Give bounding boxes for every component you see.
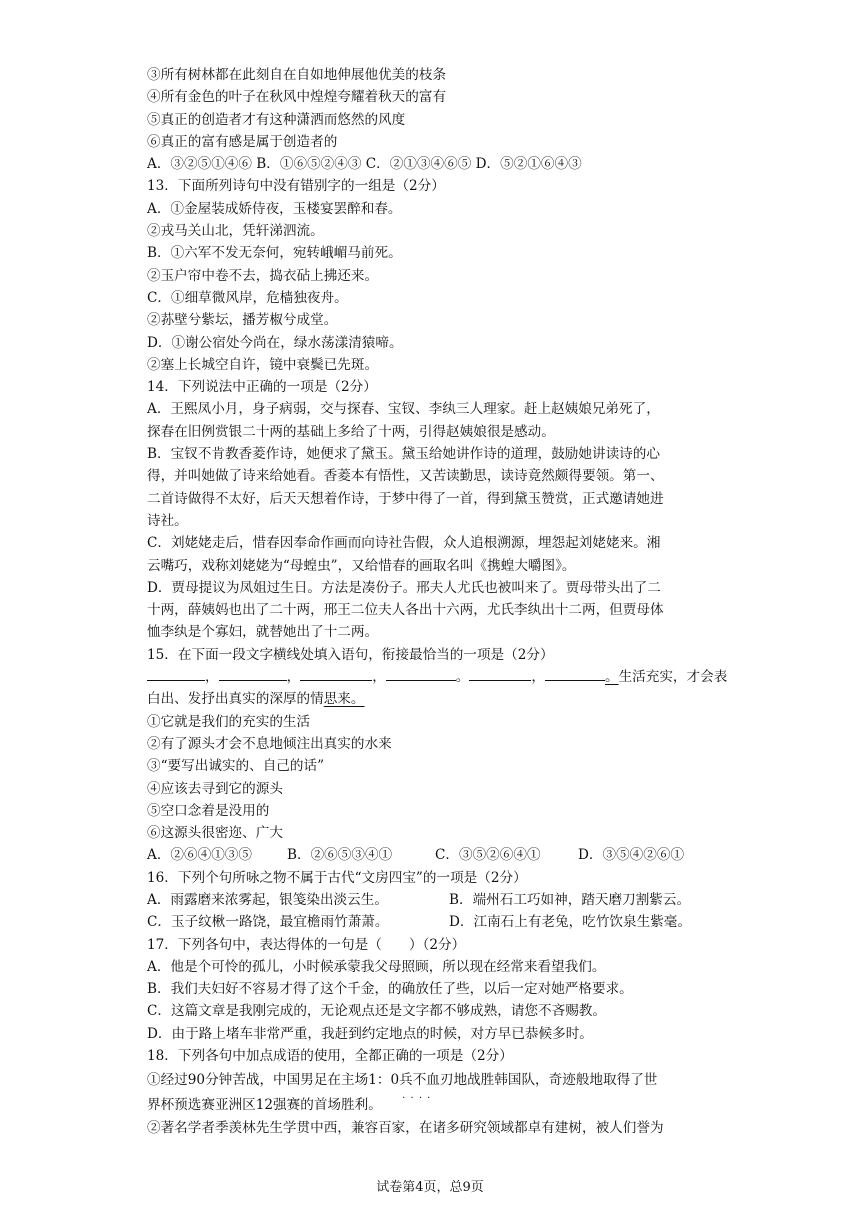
- q16-option-a: A．雨露磨来浓雾起，银笺染出淡云生。: [147, 891, 388, 908]
- text-line: 得，并叫她做了诗来给她看。香菱本有悟性，又苦读勤思，读诗竟然颇得要领。第一、: [147, 468, 664, 485]
- q15-fill-line: [147, 666, 727, 688]
- text-line: 15．在下面一段文字横线处填入语句，衔接最恰当的一项是（2分）: [147, 646, 554, 663]
- text-line: A．王熙凤小月，身子病弱，交与探春、宝钗、李纨三人理家。赶上赵姨娘兄弟死了，: [147, 401, 660, 418]
- text-line: 二首诗做得不太好，后天天想着作诗，于梦中得了一首，得到黛玉赞赏，正式邀请她进: [147, 490, 664, 507]
- blank-4: [386, 666, 456, 681]
- text-line: ②玉户帘中卷不去，捣衣砧上拂还来。: [147, 267, 379, 284]
- q15-line-2-text: 白出、发抒出真实的深厚的情: [147, 691, 324, 708]
- q15-option-a: A．②⑥④①③⑤: [147, 847, 252, 864]
- text-block-4: [147, 1094, 727, 1139]
- text-line: 恤李纨是个寡妇，就替她出了十二两。: [147, 624, 379, 641]
- text-line: ②戎马关山北，凭轩涕泗流。: [147, 223, 324, 240]
- exam-page-content: [147, 64, 727, 1139]
- text-line: 17．下列各句中，表达得体的一句是（ ）（2分）: [147, 936, 466, 953]
- dotted-idiom: 兵不血刃 · · · ·: [399, 1072, 453, 1088]
- text-line: D．由于路上堵车非常严重，我赶到约定地点的时候，对方早已恭候多时。: [147, 1025, 593, 1042]
- text-line: C．①细草微风岸，危樯独夜舟。: [147, 289, 348, 306]
- q15-tail-text: 生活充实，才会表: [618, 669, 728, 686]
- q15-statement-line: ⑥这源头很密迩、广大: [147, 825, 283, 842]
- page-footer: 试卷第4页，总9页: [376, 1180, 484, 1195]
- text-line: B．①六军不发无奈何，宛转峨嵋马前死。: [147, 245, 402, 262]
- blank-3: [300, 666, 372, 681]
- text-line: 13．下面所列诗句中没有错别字的一组是（2分）: [147, 178, 445, 195]
- q15-option-c: C．③⑤②⑥④①: [435, 847, 541, 864]
- q16-option-d: D．江南石上有老兔，吃竹饮泉生紫毫。: [449, 914, 691, 931]
- q18-item-1-post: 地战胜韩国队，奇迹般地取得了世: [453, 1072, 658, 1089]
- q15-sep-3: ，: [372, 669, 386, 686]
- q15-statement-line: ④应该去寻到它的源头: [147, 780, 283, 797]
- q15-sep-5: ，: [531, 669, 545, 686]
- q15-sep-6: 。: [604, 669, 619, 686]
- text-line: B．宝钗不肯教香菱作诗，她便求了黛玉。黛玉给她讲作诗的道理，鼓励她讲读诗的心: [147, 446, 660, 463]
- text-block-2: [147, 711, 727, 845]
- q15-statement-line: ②有了源头才会不息地倾注出真实的水来: [147, 735, 392, 752]
- q15-option-d: D．③⑤④②⑥①: [578, 847, 685, 864]
- q15-statement-line: ③“要写出诚实的、自己的话”: [147, 758, 325, 775]
- q15-sep-4: 。: [455, 669, 470, 686]
- q16-options-row-2: [147, 911, 727, 933]
- text-line: 探春在旧例赏银二十两的基础上多给了十两，引得赵姨娘很是感动。: [147, 423, 555, 440]
- text-block-3: [147, 934, 727, 1068]
- q15-line-2-underlined: 思来。: [323, 691, 365, 708]
- text-line: A．①金屋装成娇侍夜，玉楼宴罢醉和春。: [147, 200, 402, 217]
- q16-options-row-1: [147, 889, 727, 911]
- text-line: 14．下列说法中正确的一项是（2分）: [147, 379, 377, 396]
- blank-1: [147, 666, 205, 681]
- text-line: ②荪壁兮紫坛，播芳椒兮成堂。: [147, 312, 338, 329]
- blank-5: [469, 666, 531, 681]
- q16-option-c: C．玉子纹楸一路饶，最宜檐雨竹萧萧。: [147, 914, 389, 931]
- text-line: 界杯预选赛亚洲区12强赛的首场胜利。: [147, 1097, 382, 1114]
- text-line: ②塞上长城空自许，镜中衰鬓已先斑。: [147, 356, 379, 373]
- q18-item-1-pre: ①经过90分钟苦战，中国男足在主场1：0: [147, 1072, 400, 1089]
- q15-sep-1: ，: [205, 669, 219, 686]
- q15-options: [147, 844, 727, 866]
- q16-option-b: B．端州石工巧如神，踏天磨刀割紫云。: [449, 891, 691, 908]
- text-line: ③所有树林都在此刻自在自如地伸展他优美的枝条: [147, 67, 447, 83]
- text-line: D．贾母提议为凤姐过生日。方法是凑份子。邢夫人尤氏也被叫来了。贾母带头出了二: [147, 579, 661, 596]
- text-line: 云嘴巧，戏称刘姥姥为“母蝗虫”，又给惜春的画取名叫《携蝗大嚼图》。: [147, 557, 576, 574]
- text-line: 18．下列各句中加点成语的使用，全都正确的一项是（2分）: [147, 1048, 513, 1065]
- text-line: A．③②⑤①④⑥ B．①⑥⑤②④③ C．②①③④⑥⑤ D．⑤②①⑥④③: [147, 156, 582, 173]
- blank-6: [545, 666, 605, 681]
- q18-item-1: [147, 1067, 727, 1094]
- text-line: 诗社。: [147, 512, 188, 529]
- text-line: B．我们夫妇好不容易才得了这个千金，的确放任了些，以后一定对她严格要求。: [147, 981, 633, 998]
- blank-2: [219, 666, 287, 681]
- text-line: A．他是个可怜的孤儿，小时候承蒙我父母照顾，所以现在经常来看望我们。: [147, 958, 606, 975]
- text-line: ④所有金色的叶子在秋风中煌煌夸耀着秋天的富有: [147, 89, 447, 106]
- text-line: D．①谢公宿处今尚在，绿水荡漾清猿啼。: [147, 334, 403, 351]
- text-line: ②著名学者季羡林先生学贯中西，兼容百家，在诸多研究领域都卓有建树，被人们誉为: [147, 1119, 664, 1136]
- q15-sep-2: ，: [286, 669, 301, 686]
- q15-statement-line: ①它就是我们的充实的生活: [147, 713, 311, 730]
- q15-option-b: B．②⑥⑤③④①: [287, 847, 393, 864]
- q15-statement-line: ⑤空口念着是没用的: [147, 802, 270, 819]
- text-line: ⑥真正的富有感是属于创造者的: [147, 133, 338, 150]
- text-line: C．这篇文章是我刚完成的，无论观点还是文字都不够成熟，请您不吝赐教。: [147, 1003, 606, 1020]
- text-line: C．刘姥姥走后，惜春因奉命作画而向诗社告假，众人追根溯源，埋怨起刘姥姥来。湘: [147, 535, 661, 552]
- q16-question: 16．下列个句所咏之物不属于古代“文房四宝”的一项是（2分）: [147, 869, 527, 886]
- text-line: ⑤真正的创造者才有这种潇洒而悠然的风度: [147, 111, 406, 128]
- q15-line-2: [147, 688, 727, 710]
- text-block-1: [147, 64, 727, 666]
- text-line: 十两，薛姨妈也出了二十两，邢王二位夫人各出十六两，尤氏李纨出十二两，但贾母体: [147, 602, 664, 619]
